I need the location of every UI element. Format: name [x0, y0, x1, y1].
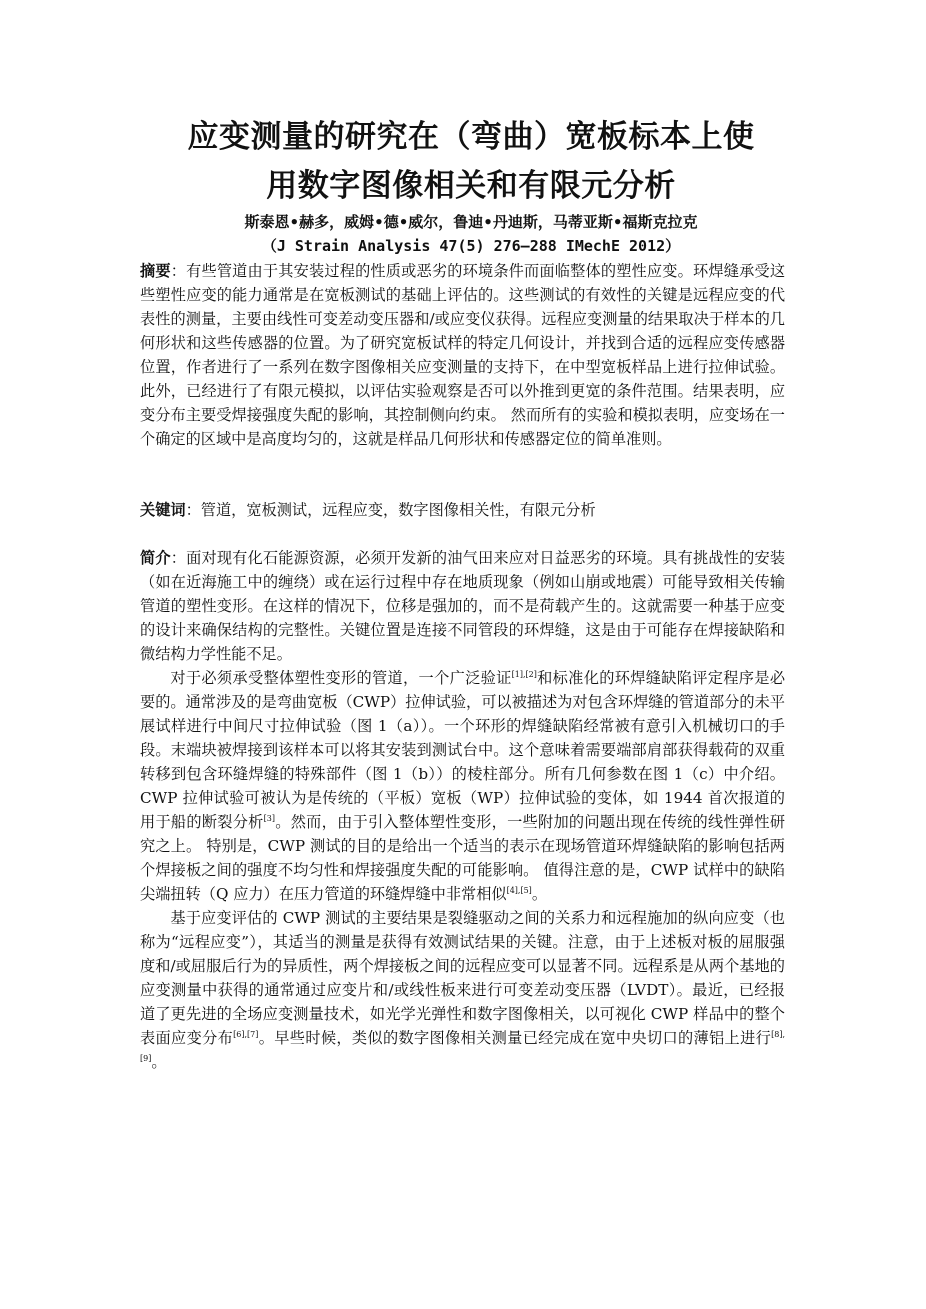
- keywords-paragraph: [140, 498, 785, 522]
- intro-paragraph-2: [140, 666, 785, 906]
- intro-p3-text-c: 。: [151, 1053, 167, 1071]
- intro-p2-text-a: 对于必须承受整体塑性变形的管道，一个广泛验证: [170, 669, 512, 687]
- abstract-text: ：有些管道由于其安装过程的性质或恶劣的环境条件而面临整体的塑性应变。环焊缝承受这些塑性应变的能力通常是在宽板测试的基础上评估的。这些测试的有效性的关键是远程应变的代表性的测量，主要由线性可变差动变压器和/或应变仪获得。远程应变测量的结果取决于样本的几何形状和这些传感器的位置。为了研究宽板试样的特定几何设计，并找到合适的远程应变传感器位置，作者进行了一系列在数字图像相关应变测量的支持下，在中型宽板样品上进行拉伸试验。此外，已经进行了有限元模拟，以评估实验观察是否可以外推到更宽的条件范围。结果表明，应变分布主要受焊接强度失配的影响，其控制侧向约束。 然而所有的实验和模拟表明，应变场在一个确定的区域中是高度均匀的，这就是样品几何形状和传感器定位的简单准则。: [140, 262, 786, 448]
- paper-authors: 斯泰恩•赫多，威姆•德•威尔，鲁迪•丹迪斯，马蒂亚斯•福斯克拉克: [244, 213, 698, 231]
- paper-title-line-2: 用数字图像相关和有限元分析: [266, 168, 676, 204]
- keywords-label: 关键词: [140, 501, 186, 519]
- paper-title-line-1: 应变测量的研究在（弯曲）宽板标本上使: [187, 119, 755, 155]
- citation-ref-8-9: [8],[9]: [140, 1030, 786, 1063]
- keywords-text: ：管道，宽板测试，远程应变，数字图像相关性，有限元分析: [185, 501, 596, 519]
- abstract-label: 摘要: [140, 262, 171, 280]
- intro-p3-text-b: 。早些时候，类似的数字图像相关测量已经完成在宽中央切口的薄铝上进行: [258, 1029, 772, 1047]
- abstract-paragraph: [140, 259, 785, 451]
- intro-label: 简介: [140, 549, 171, 567]
- keywords-section: [140, 498, 785, 522]
- paper-citation: （J Strain Analysis 47(5) 276–288 IMechE 2012）: [261, 237, 681, 255]
- intro-p1-text: ：面对现有化石能源资源，必须开发新的油气田来应对日益恶劣的环境。具有挑战性的安装（如在近海施工中的缠绕）或在运行过程中存在地质现象（例如山崩或地震）可能导致相关传输管道的塑性变形。在这样的情况下，位移是强加的，而不是荷载产生的。这就需要一种基于应变的设计来确保结构的完整性。关键位置是连接不同管段的环焊缝，这是由于可能存在焊接缺陷和微结构力学性能不足。: [140, 549, 786, 663]
- intro-p3-text-a: 基于应变评估的 CWP 测试的主要结果是裂缝驱动之间的关系力和远程施加的纵向应变（也称为“远程应变”），其适当的测量是获得有效测试结果的关键。注意，由于上述板对板的屈服强度和/或屈服后行为的异质性，两个焊接板之间的远程应变可以显著不同。远程系是从两个基地的应变测量中获得的通常通过应变片和/或线性板来进行可变差动变压器（LVDT）。最近，已经报道了更先进的全场应变测量技术，如光学光弹性和数字图像相关，以可视化 CWP 样品中的整个表面应变分布: [140, 909, 785, 1047]
- citation-ref-4-5: [4],[5]: [506, 886, 532, 895]
- intro-p2-text-c: 。然而，由于引入整体塑性变形，一些附加的问题出现在传统的线性弹性研究之上。 特别是，CWP 测试的目的是给出一个适当的表示在现场管道环焊缝缺陷的影响包括两个焊接板之间的强度不均匀性和焊接强度失配的可能影响。 值得注意的是，CWP 试样中的缺陷尖端扭转（Q 应力）在压力管道的环缝焊缝中非常相似: [140, 813, 786, 903]
- intro-paragraph-3: [140, 906, 785, 1074]
- intro-paragraph-1: [140, 546, 785, 666]
- citation-ref-6-7: [6],[7]: [233, 1030, 259, 1039]
- intro-p2-text-b: 和标准化的环焊缝缺陷评定程序是必要的。通常涉及的是弯曲宽板（CWP）拉伸试验，可以被描述为对包含环焊缝的管道部分的未平展试样进行中间尺寸拉伸试验（图 1（a））。一个环形的焊缝缺陷经常被有意引入机械切口的手段。末端块被焊接到该样本可以将其安装到测试台中。这个意味着需要端部肩部获得载荷的双重转移到包含环缝焊缝的特殊部件（图 1（b））的棱柱部分。所有几何参数在图 1（c）中介绍。CWP 拉伸试验可被认为是传统的（平板）宽板（WP）拉伸试验的变体，如 1944 首次报道的用于船的断裂分析: [140, 669, 786, 831]
- citation-ref-1-2: [1],[2]: [511, 670, 537, 679]
- citation-ref-3: [3]: [263, 814, 275, 823]
- introduction-section: [140, 546, 785, 1074]
- intro-p2-text-d: 。: [531, 885, 547, 903]
- abstract-section: [140, 259, 785, 451]
